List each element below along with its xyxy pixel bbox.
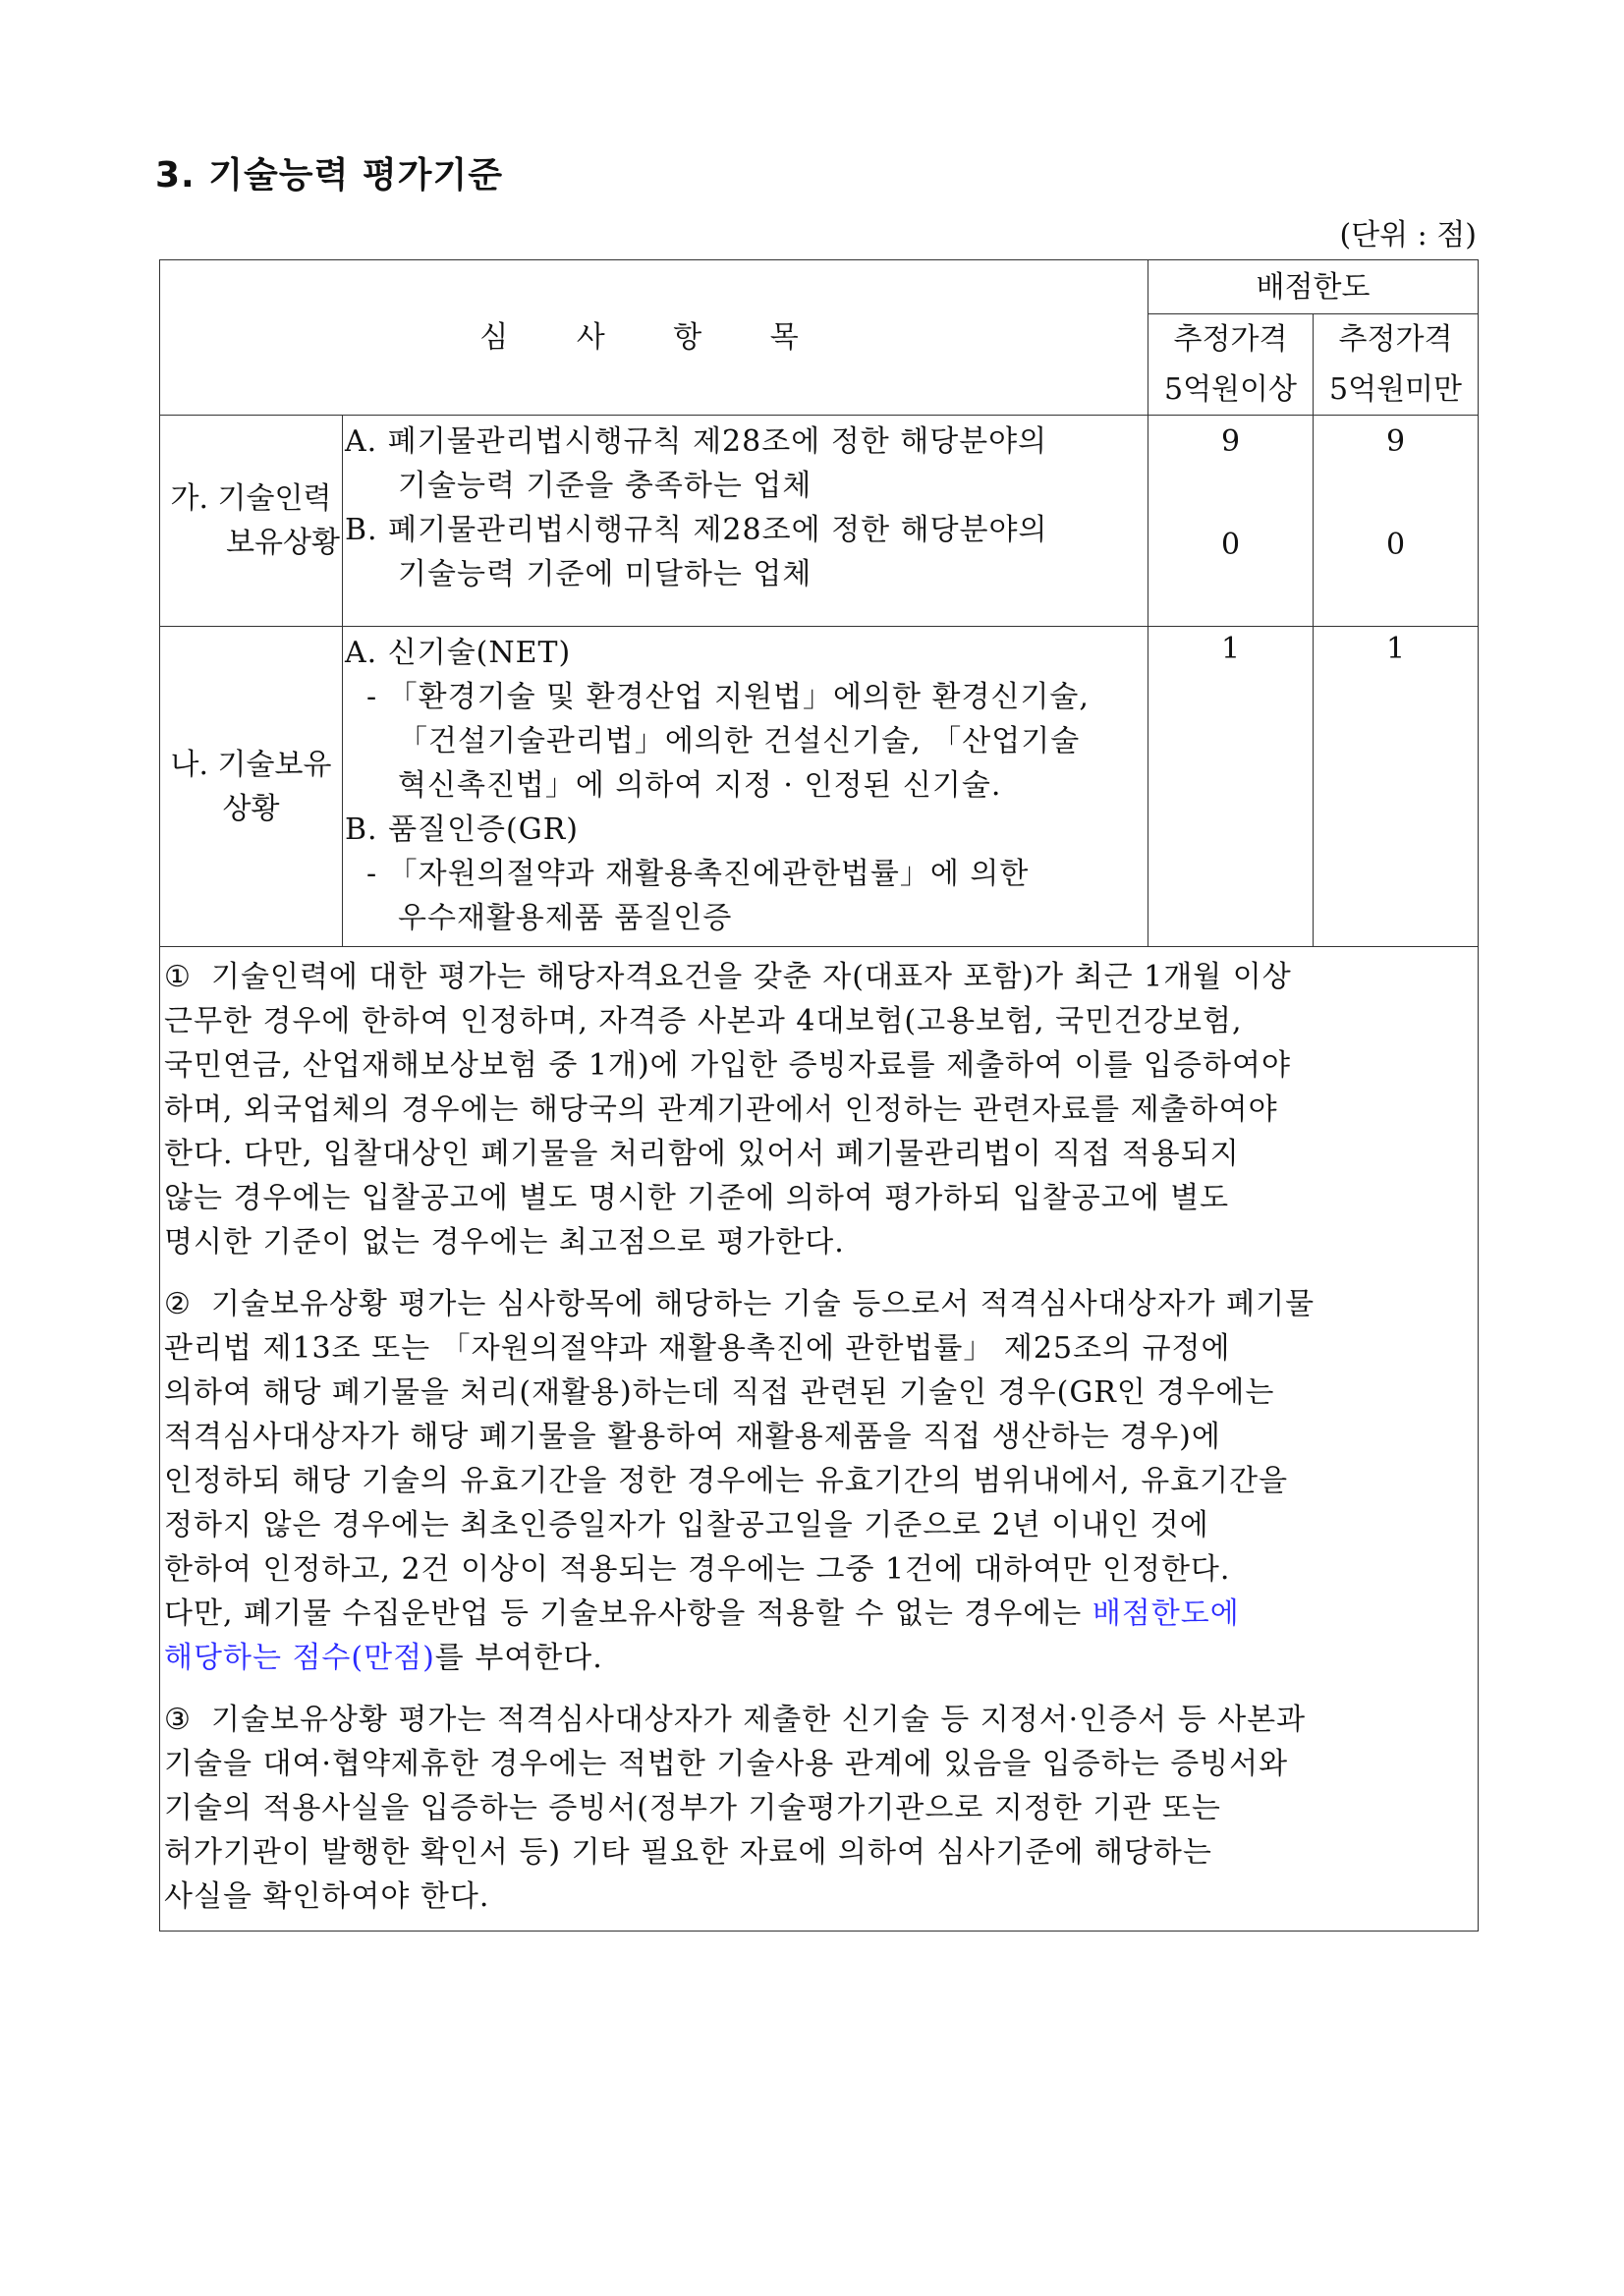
note-text: 다만, 폐기물 수집운반업 등 기술보유사항을 적용할 수 없는 경우에는 (164, 1596, 1092, 1631)
note-text: 허가기관이 발행한 확인서 등) 기타 필요한 자료에 의하여 심사기준에 해당하는 (164, 1835, 1212, 1870)
note-text: 하며, 외국업체의 경우에는 해당국의 관계기관에서 인정하는 관련자료를 제출하여야 (164, 1092, 1278, 1127)
note-text: 기술보유상황 평가는 적격심사대상자가 제출한 신기술 등 지정서·인증서 등 사본과 (211, 1703, 1307, 1737)
criteria-items (343, 627, 1148, 947)
item-b-head: B. 품질인증(GR) (345, 812, 579, 847)
item-b-line: 우수재활용제품 품질인증 (398, 901, 733, 935)
note-text: 한하여 인정하고, 2건 이상이 적용되는 경우에는 그중 1건에 대하여만 인정한다. (164, 1552, 1231, 1587)
score-col2 (1314, 416, 1479, 627)
item-a-line: - 「환경기술 및 환경산업 지원법」에의한 환경신기술, (366, 680, 1090, 714)
header-col1-line1: 추정가격 (1173, 322, 1288, 357)
note-number: ③ (164, 1703, 192, 1737)
note-text: 관리법 제13조 또는 「자원의절약과 재활용촉진에 관한법률」 제25조의 규정에 (164, 1331, 1231, 1366)
note-text: 기술보유상황 평가는 심사항목에 해당하는 기술 등으로서 적격심사대상자가 폐기물 (211, 1287, 1316, 1321)
category-line: 나. 기술보유 (170, 747, 332, 782)
note-text: 의하여 해당 폐기물을 처리(재활용)하는데 직접 관련된 기술인 경우(GR인 경우에는 (164, 1375, 1275, 1410)
note-text: 않는 경우에는 입찰공고에 별도 명시한 기준에 의하여 평가하되 입찰공고에 별도 (164, 1181, 1230, 1215)
category-line: 가. 기술인력 (170, 481, 332, 516)
note-1 (164, 955, 1474, 1264)
highlighted-text: 해당하는 점수(만점) (164, 1641, 435, 1675)
note-text: 인정하되 해당 기술의 유효기간을 정한 경우에는 유효기간의 범위내에서, 유효기간을 (164, 1464, 1289, 1498)
evaluation-criteria-table (159, 259, 1479, 1932)
header-col1-line2: 5억원이상 (1163, 372, 1297, 407)
note-text: 기술의 적용사실을 입증하는 증빙서(정부가 기술평가기관으로 지정한 기관 또는 (164, 1791, 1221, 1825)
note-text: 기술인력에 대한 평가는 해당자격요건을 갖춘 자(대표자 포함)가 최근 1개월 이상 (211, 960, 1292, 994)
category-tech-holding (160, 627, 343, 947)
header-col2-line1: 추정가격 (1338, 322, 1453, 357)
table-row (160, 416, 1479, 627)
note-text: 적격심사대상자가 해당 폐기물을 활용하여 재활용제품을 직접 생산하는 경우)에 (164, 1420, 1221, 1454)
note-text: 정하지 않은 경우에는 최초인증일자가 입찰공고일을 기준으로 2년 이내인 것에 (164, 1508, 1209, 1542)
score-value: 0 (1385, 528, 1406, 562)
header-col-over-500m (1148, 314, 1314, 416)
note-text: 기술을 대여·협약제휴한 경우에는 적법한 기술사용 관계에 있음을 입증하는 증빙서와 (164, 1747, 1289, 1781)
note-text: 명시한 기준이 없는 경우에는 최고점으로 평가한다. (164, 1225, 845, 1260)
unit-label: (단위 : 점) (1339, 218, 1477, 252)
header-col-under-500m (1314, 314, 1479, 416)
score-value: 9 (1385, 424, 1406, 459)
category-line: 상황 (222, 791, 280, 826)
notes-row (160, 947, 1479, 1932)
item-b-line: - 「자원의절약과 재활용촉진에관한법률」에 의한 (366, 857, 1030, 891)
notes-cell (160, 947, 1479, 1932)
score-value: 1 (1314, 627, 1479, 947)
highlighted-text: 배점한도에 (1092, 1596, 1240, 1631)
section-title: 3. 기술능력 평가기준 (155, 155, 503, 196)
note-text: 한다. 다만, 입찰대상인 폐기물을 처리함에 있어서 폐기물관리법이 직접 적용되지 (164, 1137, 1240, 1171)
score-value: 9 (1220, 424, 1241, 459)
note-3 (164, 1698, 1474, 1919)
note-text: 국민연금, 산업재해보상보험 중 1개)에 가입한 증빙자료를 제출하여 이를 입증하여야 (164, 1048, 1291, 1083)
note-2 (164, 1282, 1474, 1680)
table-row (160, 627, 1479, 947)
criteria-items (343, 416, 1148, 627)
note-text: 근무한 경우에 한하여 인정하며, 자격증 사본과 4대보험(고용보험, 국민건강보험, (164, 1004, 1243, 1038)
item-b: B. 폐기물관리법시행규칙 제28조에 정한 해당분야의 (345, 513, 1048, 547)
score-value: 1 (1148, 627, 1314, 947)
header-score-limit: 배점한도 (1148, 260, 1479, 314)
category-line: 보유상황 (226, 526, 340, 560)
note-number: ② (164, 1287, 192, 1321)
item-a: A. 폐기물관리법시행규칙 제28조에 정한 해당분야의 (345, 424, 1048, 459)
category-tech-personnel (160, 416, 343, 627)
item-a-line: 혁신촉진법」에 의하여 지정 · 인정된 신기술. (398, 768, 1002, 803)
item-b-cont: 기술능력 기준에 미달하는 업체 (398, 557, 812, 591)
item-a-head: A. 신기술(NET) (345, 636, 572, 670)
note-text: 사실을 확인하여야 한다. (164, 1879, 490, 1914)
header-col2-line2: 5억원미만 (1329, 372, 1463, 407)
score-value: 0 (1220, 528, 1241, 562)
item-a-line: 「건설기술관리법」에의한 건설신기술, 「산업기술 (398, 724, 1081, 758)
note-text: 를 부여한다. (434, 1641, 603, 1675)
item-a-cont: 기술능력 기준을 충족하는 업체 (398, 469, 812, 503)
score-col1 (1148, 416, 1314, 627)
header-item-column: 심 사 항 목 (160, 260, 1148, 416)
note-number: ① (164, 960, 192, 994)
